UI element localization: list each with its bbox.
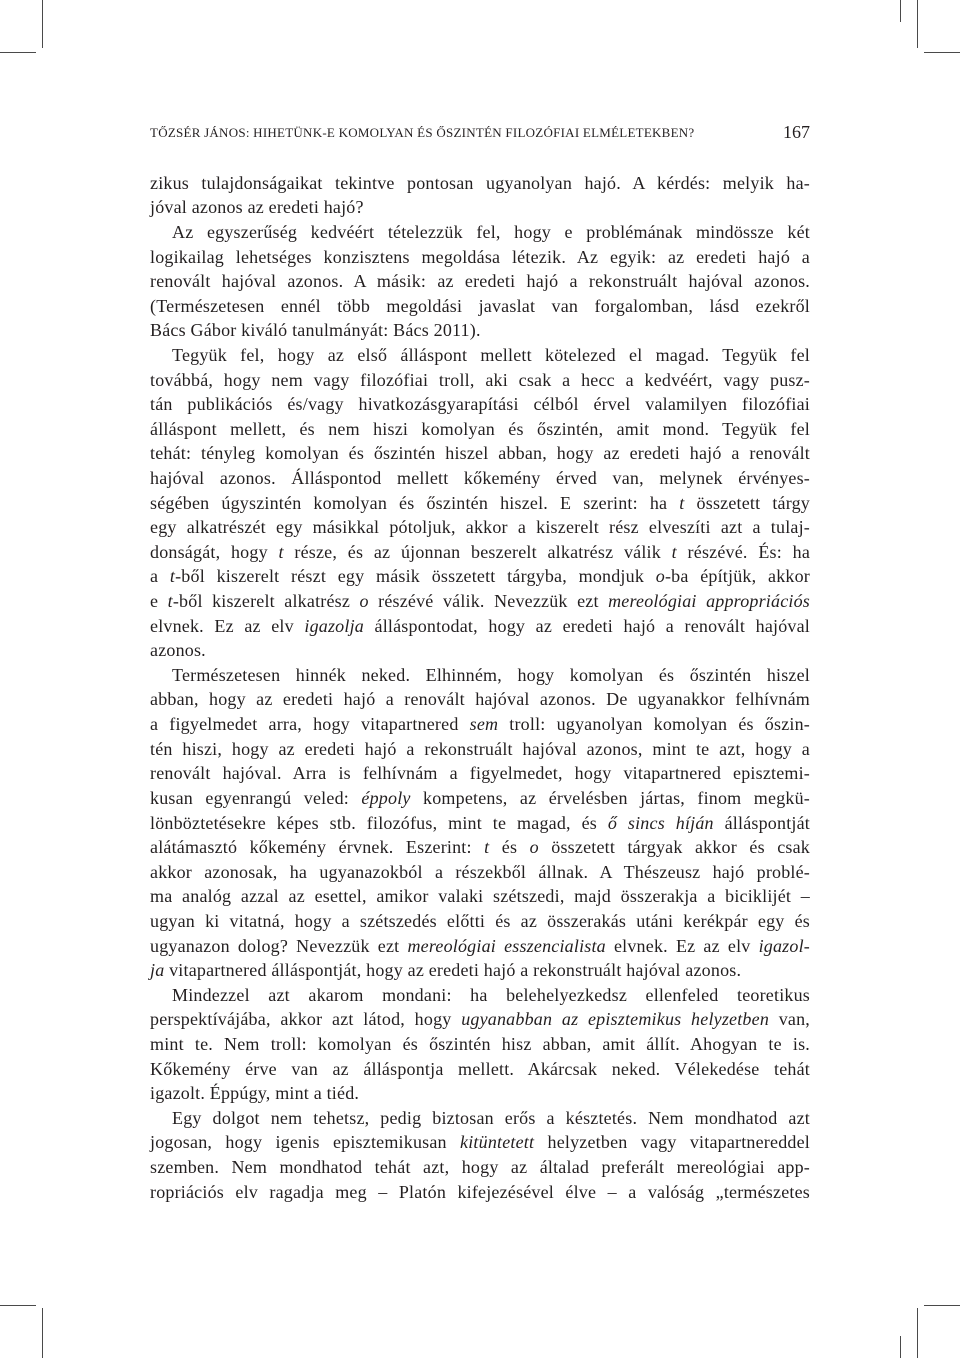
emphasized-text: mereológiai appropriációs — [608, 591, 811, 612]
text-line — [150, 1155, 810, 1180]
text-line — [150, 1057, 810, 1082]
text-line — [150, 1032, 810, 1057]
text-run: Egy dolgot nem tehetsz, pedig biztosan erős a késztetés. Nem mondhatod azt — [172, 1107, 810, 1128]
text-line — [150, 934, 810, 959]
emphasized-text: éppoly — [361, 787, 411, 808]
text-run: álláspontodat, hogy az eredeti hajó a renovált hajóval — [363, 615, 810, 636]
emphasized-text: sem — [469, 714, 499, 735]
text-run: van, — [769, 1009, 810, 1030]
text-run: elvnek. Ez az elv — [150, 615, 305, 636]
emphasized-text: o — [529, 837, 539, 858]
text-run: Természetesen hinnék neked. Elhinném, hogy komolyan és őszintén hiszel — [172, 664, 810, 685]
text-line — [150, 909, 810, 934]
text-line — [150, 1007, 810, 1032]
body-text — [150, 171, 810, 1205]
text-run: része, és az újonnan beszerelt alkatrész válik — [283, 541, 672, 562]
text-run: tán publikációs és/vagy hivatkozásgyarapítási célból érvel valamilyen filozófiai — [150, 394, 810, 415]
text-line — [150, 1180, 810, 1205]
text-line — [150, 687, 810, 712]
text-run: Bács Gábor kiváló tanulmányát: Bács 2011). — [150, 320, 481, 341]
text-line — [150, 564, 810, 589]
running-header — [150, 121, 810, 143]
emphasized-text: igazolja — [304, 615, 364, 636]
text-run: -ből kiszerelt alkatrész — [172, 591, 360, 612]
running-title: TŐZSÉR JÁNOS: HIHETÜNK-E KOMOLYAN ÉS ŐSZINTÉN FILOZÓFIAI ELMÉLETEKBEN? — [150, 125, 695, 140]
paragraph — [150, 663, 810, 983]
text-run: részévé. És: ha — [676, 541, 811, 562]
text-line — [150, 761, 810, 786]
emphasized-text: kitüntetett — [460, 1132, 535, 1153]
text-run: Kőkemény érve van az álláspontja mellett. Akárcsak neked. Vélekedése tehát — [150, 1058, 810, 1079]
text-run: jóval azonos az eredeti hajó? — [150, 197, 364, 218]
text-line — [150, 1081, 810, 1106]
text-run: renovált hajóval. Arra is felhívnám a figyelmedet, hogy vitapartnered episztemi- — [150, 763, 810, 784]
paragraph — [150, 983, 810, 1106]
crop-mark — [0, 1305, 36, 1306]
text-line — [150, 786, 810, 811]
text-line — [150, 712, 810, 737]
text-line — [150, 515, 810, 540]
text-line — [150, 835, 810, 860]
crop-mark — [42, 0, 43, 48]
text-line — [150, 269, 810, 294]
text-line — [150, 491, 810, 516]
text-run: kusan egyenrangú veled: — [150, 787, 362, 808]
text-run: ségében úgyszintén komolyan és őszintén hiszel. E szerint: ha — [150, 492, 680, 513]
emphasized-text: t — [278, 541, 284, 562]
paragraph — [150, 1106, 810, 1204]
text-line — [150, 860, 810, 885]
text-run: igazolt. Éppúgy, mint a tiéd. — [150, 1083, 360, 1104]
text-run: helyzetben vagy vitapartnereddel — [534, 1132, 810, 1153]
text-run: tehát: tényleg komolyan és őszintén hiszel abban, hogy az eredeti hajó a renovált — [150, 443, 810, 464]
text-line — [150, 589, 810, 614]
text-run: egy alkatrészét egy másikkal pótoljuk, akkor a kiszerelt rész elveszíti azt a tulaj- — [150, 517, 810, 538]
text-run: perspektívájába, akkor azt látod, hogy — [150, 1009, 462, 1030]
emphasized-text: ja — [150, 960, 165, 981]
text-run: ugyanazon dolog? Nevezzük ezt — [150, 935, 408, 956]
page-number: 167 — [783, 122, 810, 142]
text-run: jogosan, hogy igenis episztemikusan — [150, 1132, 461, 1153]
crop-mark — [917, 1308, 918, 1358]
emphasized-text: ő sincs híján — [607, 812, 714, 833]
text-run: és — [489, 837, 530, 858]
crop-mark — [924, 1305, 960, 1306]
text-run: elvnek. Ez az elv — [605, 935, 759, 956]
text-line — [150, 392, 810, 417]
crop-mark — [900, 0, 901, 22]
text-run: donságát, hogy — [150, 541, 279, 562]
text-line — [150, 417, 810, 442]
text-run: vitapartnered álláspontját, hogy az eredeti hajó a rekonstruált hajóval azonos. — [164, 960, 742, 981]
text-line — [150, 737, 810, 762]
text-line — [150, 466, 810, 491]
text-run: mint te. Nem troll: komolyan és őszintén hisz abban, amit állít. Ahogyan te is. — [150, 1034, 810, 1055]
paragraph — [150, 171, 810, 220]
crop-mark — [917, 0, 918, 48]
crop-mark — [0, 52, 36, 53]
emphasized-text: o — [359, 591, 369, 612]
text-line — [150, 318, 810, 343]
text-run: alátámasztó kőkemény érvnek. Eszerint: — [150, 837, 485, 858]
text-run: ma analóg azzal az esettel, amikor valaki szétszedi, majd összerakja a biciklijét – — [150, 886, 810, 907]
text-run: szemben. Nem mondhatod tehát azt, hogy az általad preferált mereológiai app- — [150, 1157, 810, 1178]
text-run: álláspont mellett, és nem hiszi komolyan és őszintén, amit mond. Tegyük fel — [150, 418, 810, 439]
text-line — [150, 368, 810, 393]
emphasized-text: mereológiai esszencialista — [407, 935, 606, 956]
emphasized-text: t — [679, 492, 685, 513]
text-run: továbbá, hogy nem vagy filozófiai troll, aki csak a hecc a kedvéért, vagy pusz- — [150, 369, 810, 390]
emphasized-text: igazol- — [758, 935, 810, 956]
paragraph — [150, 220, 810, 343]
text-run: (Természetesen ennél több megoldási javaslat van forgalomban, lásd ezekről — [150, 295, 810, 316]
text-line — [150, 1106, 810, 1131]
text-line — [150, 614, 810, 639]
text-line — [150, 638, 810, 663]
text-run: zikus tulajdonságaikat tekintve pontosan ugyanolyan hajó. A kérdés: melyik ha- — [150, 172, 810, 193]
text-run: logikailag lehetséges konzisztens megoldása létezik. Az egyik: az eredeti hajó a — [150, 246, 810, 267]
text-run: tén hiszi, hogy az eredeti hajó a rekonstruált hajóval azonos, mint te azt, hogy a — [150, 738, 810, 759]
text-run: Tegyük fel, hogy az első álláspont mellett kötelezed el magad. Tegyük fel — [172, 344, 810, 365]
text-line — [150, 294, 810, 319]
text-run: e — [150, 591, 168, 612]
text-run: troll: ugyanolyan komolyan és őszin- — [498, 714, 810, 735]
emphasized-text: ugyanabban az episztemikus helyzetben — [461, 1009, 770, 1030]
text-run: kompetens, az érvelésben jártas, finom megkü- — [410, 787, 810, 808]
crop-mark — [900, 1336, 901, 1358]
text-line — [150, 811, 810, 836]
text-run: lönböztetésekre képes stb. filozófus, mint te magad, és — [150, 812, 608, 833]
text-run: azonos. — [150, 640, 206, 661]
text-line — [150, 1130, 810, 1155]
text-line — [150, 171, 810, 196]
emphasized-text: t — [484, 837, 490, 858]
text-run: ropriációs elv ragadja meg – Platón kifejezésével élve – a valóság „természetes — [150, 1181, 810, 1202]
text-run: -ből kiszerelt részt egy másik összetett tárgyba, mondjuk — [175, 566, 656, 587]
text-run: álláspontját — [713, 812, 810, 833]
text-run: összetett tárgy — [684, 492, 811, 513]
text-run: Az egyszerűség kedvéért tételezzük fel, hogy e problémának mindössze két — [172, 221, 810, 242]
text-line — [150, 220, 810, 245]
emphasized-text: t — [169, 566, 176, 587]
emphasized-text: t — [671, 541, 677, 562]
crop-mark — [42, 1308, 43, 1358]
text-run: összetett tárgyak akkor és csak — [538, 837, 811, 858]
text-line — [150, 663, 810, 688]
text-run: -ba építjük, akkor — [664, 566, 810, 587]
text-run: abban, hogy az eredeti hajó a renovált hajóval azonos. De ugyanakkor felhívnám — [150, 689, 810, 710]
text-run: hajóval azonos. Álláspontod mellett kőkemény érved van, melynek érvényes- — [150, 468, 810, 488]
text-line — [150, 983, 810, 1008]
text-run: ugyan ki vitatná, hogy a szétszedés előtti és az összerakás utáni kerékpár egy és — [150, 910, 810, 931]
text-line — [150, 195, 810, 220]
emphasized-text: t — [167, 591, 173, 612]
text-line — [150, 884, 810, 909]
text-run: akkor azonosak, ha ugyanazokból a részekből állnak. A Thészeusz hajó problé- — [150, 861, 810, 882]
paragraph — [150, 343, 810, 663]
text-line — [150, 441, 810, 466]
text-line — [150, 958, 810, 983]
emphasized-text: o — [655, 566, 665, 587]
text-run: renovált hajóval azonos. A másik: az eredeti hajó a rekonstruált hajóval azonos. — [150, 271, 810, 292]
text-run: részévé válik. Nevezzük ezt — [368, 591, 609, 612]
text-run: Mindezzel azt akarom mondani: ha belehelyezkedsz ellenfeled teoretikus — [172, 984, 810, 1005]
text-line — [150, 343, 810, 368]
text-run: a figyelmedet arra, hogy vitapartnered — [150, 714, 470, 735]
text-line — [150, 245, 810, 270]
text-run: a — [150, 566, 170, 587]
text-line — [150, 540, 810, 565]
crop-mark — [924, 52, 960, 53]
